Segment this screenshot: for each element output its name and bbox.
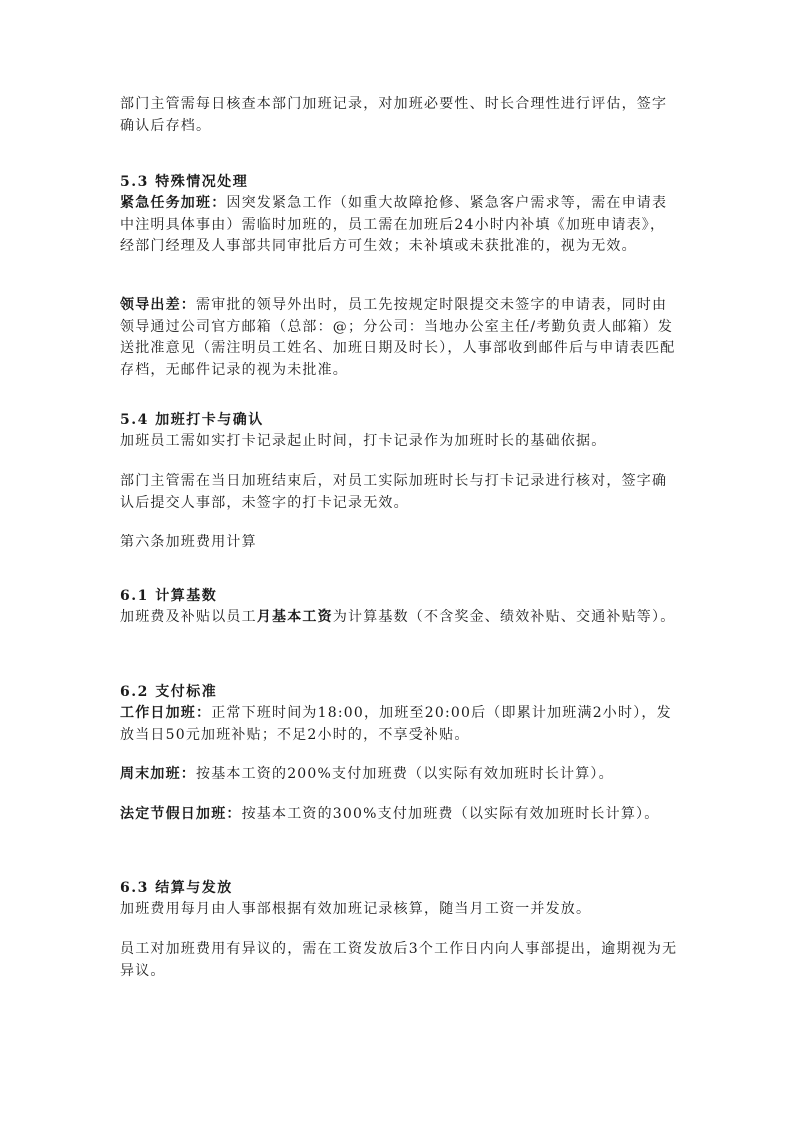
paragraph-text: 员工对加班费用有异议的，需在工资发放后3个工作日内向人事部提出，逾期视为无异议。 bbox=[120, 941, 678, 979]
term-label: 周末加班： bbox=[120, 766, 196, 782]
term-label: 紧急任务加班： bbox=[120, 195, 227, 211]
section-heading-5-4: 5.4 加班打卡与确认 bbox=[120, 412, 264, 428]
paragraph-weekday-overtime bbox=[120, 703, 680, 746]
paragraph-urgent-task bbox=[120, 193, 680, 258]
paragraph-calc-base bbox=[120, 607, 680, 629]
paragraph-leader-travel bbox=[120, 295, 680, 381]
paragraph-text: 正常下班时间为18:00，加班至20:00后（即累计加班满2小时），发放当日50元加班补贴；不足2小时的，不享受补贴。 bbox=[120, 705, 672, 743]
paragraph-text: 加班费用每月由人事部根据有效加班记录核算，随当月工资一并发放。 bbox=[120, 901, 592, 917]
section-heading-6-2: 6.2 支付标准 bbox=[120, 684, 218, 700]
section-heading-6-1: 6.1 计算基数 bbox=[120, 588, 218, 604]
article-heading-6: 第六条加班费用计算 bbox=[120, 534, 257, 550]
paragraph-text: 加班员工需如实打卡记录起止时间，打卡记录作为加班时长的基础依据。 bbox=[120, 433, 607, 449]
section-heading-6-3: 6.3 结算与发放 bbox=[120, 880, 233, 896]
paragraph-text: 需审批的领导外出时，员工先按规定时限提交未签字的申请表，同时由领导通过公司官方邮箱（总部：@；分公司：当地办公室主任/考勤负责人邮箱）发送批准意见（需注明员工姓名、加班日期及时长），人事部收到邮件后与申请表匹配存档，无邮件记录的视为未批准。 bbox=[120, 297, 676, 378]
paragraph-supervisor-review bbox=[120, 94, 680, 137]
paragraph-holiday-overtime bbox=[120, 804, 680, 826]
section-heading-5-3: 5.3 特殊情况处理 bbox=[120, 174, 249, 190]
paragraph-objection bbox=[120, 939, 680, 982]
paragraph-text: 因突发紧急工作（如重大故障抢修、紧急客户需求等，需在申请表中注明具体事由）需临时加班的，员工需在加班后24小时内补填《加班申请表》，经部门经理及人事部共同审批后方可生效；未补填或未获批准的，视为无效。 bbox=[120, 195, 668, 254]
paragraph-text: 部门主管需在当日加班结束后，对员工实际加班时长与打卡记录进行核对，签字确认后提交人事部，未签字的打卡记录无效。 bbox=[120, 473, 668, 511]
paragraph-clock-verify bbox=[120, 471, 680, 514]
paragraph-clock-in bbox=[120, 431, 680, 453]
term-label: 工作日加班： bbox=[120, 705, 212, 721]
paragraph-settlement bbox=[120, 899, 680, 921]
term-bold: 月基本工资 bbox=[256, 609, 333, 625]
term-label: 领导出差： bbox=[120, 297, 196, 313]
paragraph-text: 部门主管需每日核查本部门加班记录，对加班必要性、时长合理性进行评估，签字确认后存档。 bbox=[120, 96, 668, 134]
paragraph-text: 按基本工资的200%支付加班费（以实际有效加班时长计算）。 bbox=[196, 766, 614, 782]
term-label: 法定节假日加班： bbox=[120, 806, 242, 822]
paragraph-weekend-overtime bbox=[120, 764, 680, 786]
paragraph-text: 按基本工资的300%支付加班费（以实际有效加班时长计算）。 bbox=[241, 806, 660, 822]
paragraph-text: 为计算基数（不含奖金、绩效补贴、交通补贴等）。 bbox=[332, 609, 676, 625]
paragraph-text: 加班费及补贴以员工 bbox=[120, 609, 257, 625]
